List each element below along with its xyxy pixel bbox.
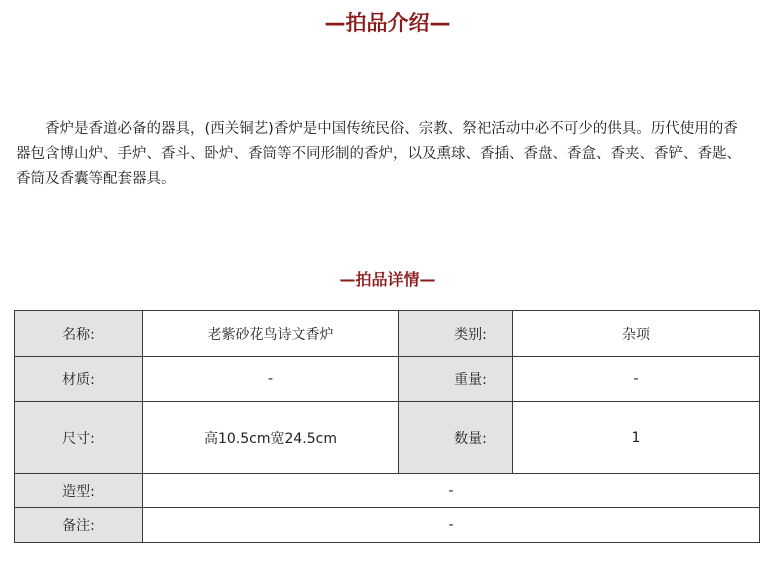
label-category: 类别: bbox=[399, 311, 513, 357]
details-section-title: —拍品详情— bbox=[339, 270, 436, 289]
value-name: 老紫砂花鸟诗文香炉 bbox=[143, 311, 399, 357]
intro-paragraph: 香炉是香道必备的器具，(西关铜艺)香炉是中国传统民俗、宗教、祭祀活动中必不可少的供具。历代使用的香器包含博山炉、手炉、香斗、卧炉、香筒等不同形制的香炉，以及熏球、香插、香盘、香盒、香夹、香铲、香匙、香筒及香囊等配套器具。 bbox=[16, 121, 741, 187]
label-quantity: 数量: bbox=[399, 402, 513, 474]
value-size: 高10.5cm宽24.5cm bbox=[143, 402, 399, 474]
label-remarks: 备注: bbox=[15, 508, 143, 543]
table-row-size bbox=[15, 402, 760, 474]
value-quantity: 1 bbox=[513, 402, 760, 474]
value-shape: - bbox=[143, 474, 760, 508]
table-row-shape bbox=[15, 474, 760, 508]
intro-section-title: —拍品介绍— bbox=[324, 11, 451, 35]
label-size: 尺寸: bbox=[15, 402, 143, 474]
value-material: - bbox=[143, 357, 399, 402]
value-weight: - bbox=[513, 357, 760, 402]
table-row-material bbox=[15, 357, 760, 402]
label-name: 名称: bbox=[15, 311, 143, 357]
table-row-name bbox=[15, 311, 760, 357]
label-material: 材质: bbox=[15, 357, 143, 402]
label-weight: 重量: bbox=[399, 357, 513, 402]
value-category: 杂项 bbox=[513, 311, 760, 357]
label-shape: 造型: bbox=[15, 474, 143, 508]
details-table bbox=[14, 310, 760, 543]
table-row-remarks bbox=[15, 508, 760, 543]
value-remarks: - bbox=[143, 508, 760, 543]
